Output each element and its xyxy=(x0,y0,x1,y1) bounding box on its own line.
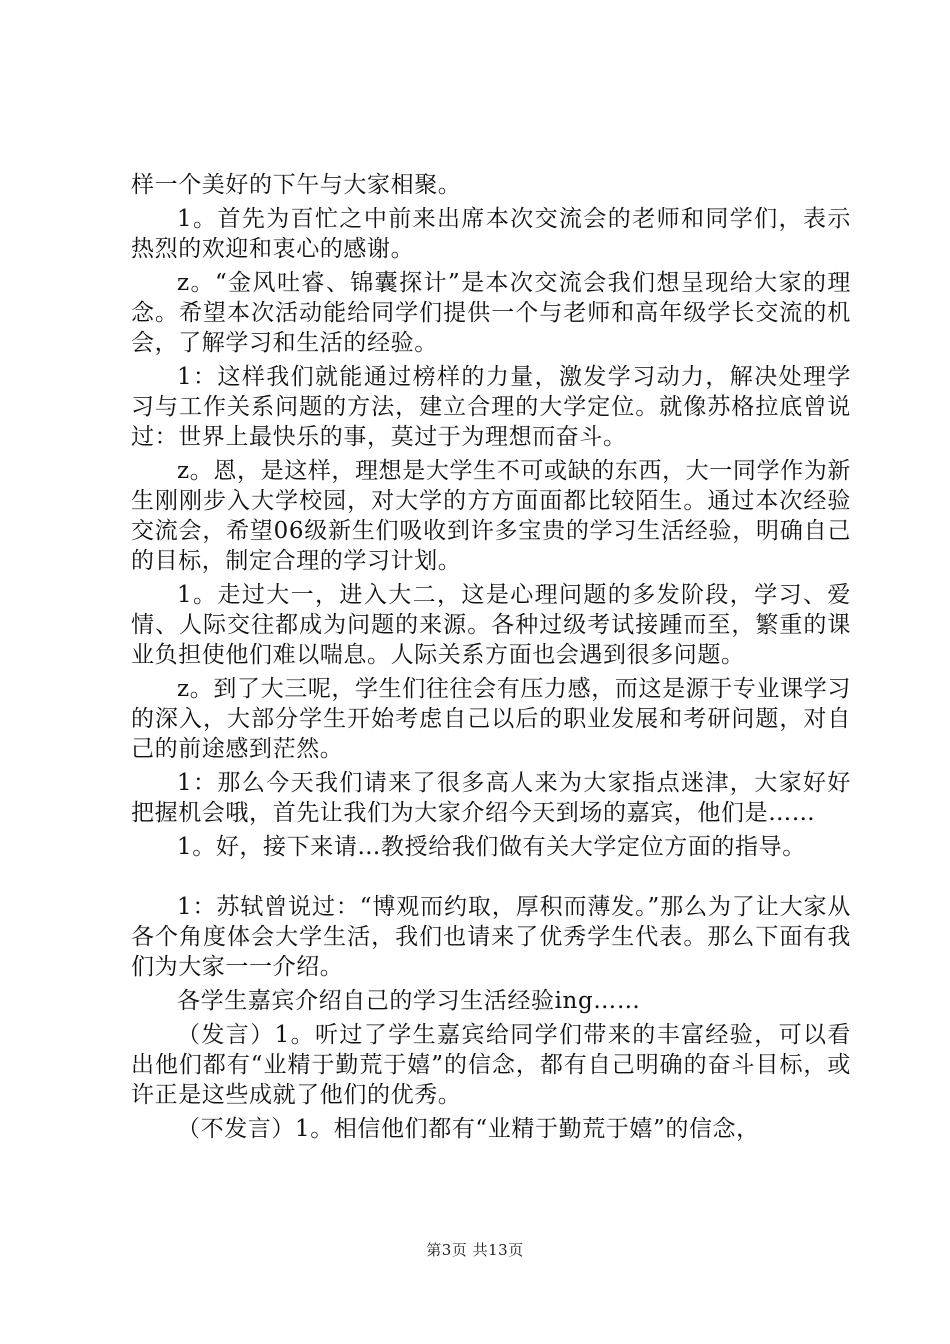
page-footer xyxy=(0,1240,950,1260)
paragraph: z。“金风吐睿、锦囊探计”是本次交流会我们想呈现给大家的理念。希望本次活动能给同学们提供一个与老师和高年级学长交流的机会，了解学习和生活的经验。 xyxy=(131,270,851,356)
paragraph: 1。首先为百忙之中前来出席本次交流会的老师和同学们，表示热烈的欢迎和衷心的感谢。 xyxy=(131,206,851,262)
paragraph: 1。好，接下来请…教授给我们做有关大学定位方面的指导。 xyxy=(177,834,806,860)
paragraph: （发言）1。听过了学生嘉宾给同学们带来的丰富经验，可以看出他们都有“业精于勤荒于嬉”的信念，都有自己明确的奋斗目标，或许正是这些成就了他们的优秀。 xyxy=(131,1022,851,1108)
paragraph: 1：那么今天我们请来了很多高人来为大家指点迷津，大家好好把握机会哦，首先让我们为大家介绍今天到场的嘉宾，他们是…… xyxy=(131,770,851,826)
paragraph: 样一个美好的下午与大家相聚。 xyxy=(131,172,462,198)
paragraph: 1。走过大一，进入大二，这是心理问题的多发阶段，学习、爱情、人际交往都成为问题的来源。各种过级考试接踵而至，繁重的课业负担使他们难以喘息。人际关系方面也会遇到很多问题。 xyxy=(131,582,851,668)
page-number-label: 第3页 共13页 xyxy=(426,1241,524,1259)
document-body xyxy=(131,170,851,1148)
paragraph: 各学生嘉宾介绍自己的学习生活经验ing…… xyxy=(177,988,641,1014)
paragraph: z。到了大三呢，学生们往往会有压力感，而这是源于专业课学习的深入，大部分学生开始考虑自己以后的职业发展和考研问题，对自己的前途感到茫然。 xyxy=(131,676,851,762)
paragraph: （不发言）1。相信他们都有“业精于勤荒于嬉”的信念， xyxy=(177,1116,760,1142)
paragraph: z。恩，是这样，理想是大学生不可或缺的东西，大一同学作为新生刚刚步入大学校园，对大学的方方面面都比较陌生。通过本次经验交流会，希望06级新生们吸收到许多宝贵的学习生活经验，明确自己的目标，制定合理的学习计划。 xyxy=(131,458,851,574)
paragraph: 1：苏轼曾说过：“博观而约取，厚积而薄发。”那么为了让大家从各个角度体会大学生活，我们也请来了优秀学生代表。那么下面有我们为大家一一介绍。 xyxy=(131,894,851,980)
paragraph: 1：这样我们就能通过榜样的力量，激发学习动力，解决处理学习与工作关系问题的方法，建立合理的大学定位。就像苏格拉底曾说过：世界上最快乐的事，莫过于为理想而奋斗。 xyxy=(131,364,851,450)
